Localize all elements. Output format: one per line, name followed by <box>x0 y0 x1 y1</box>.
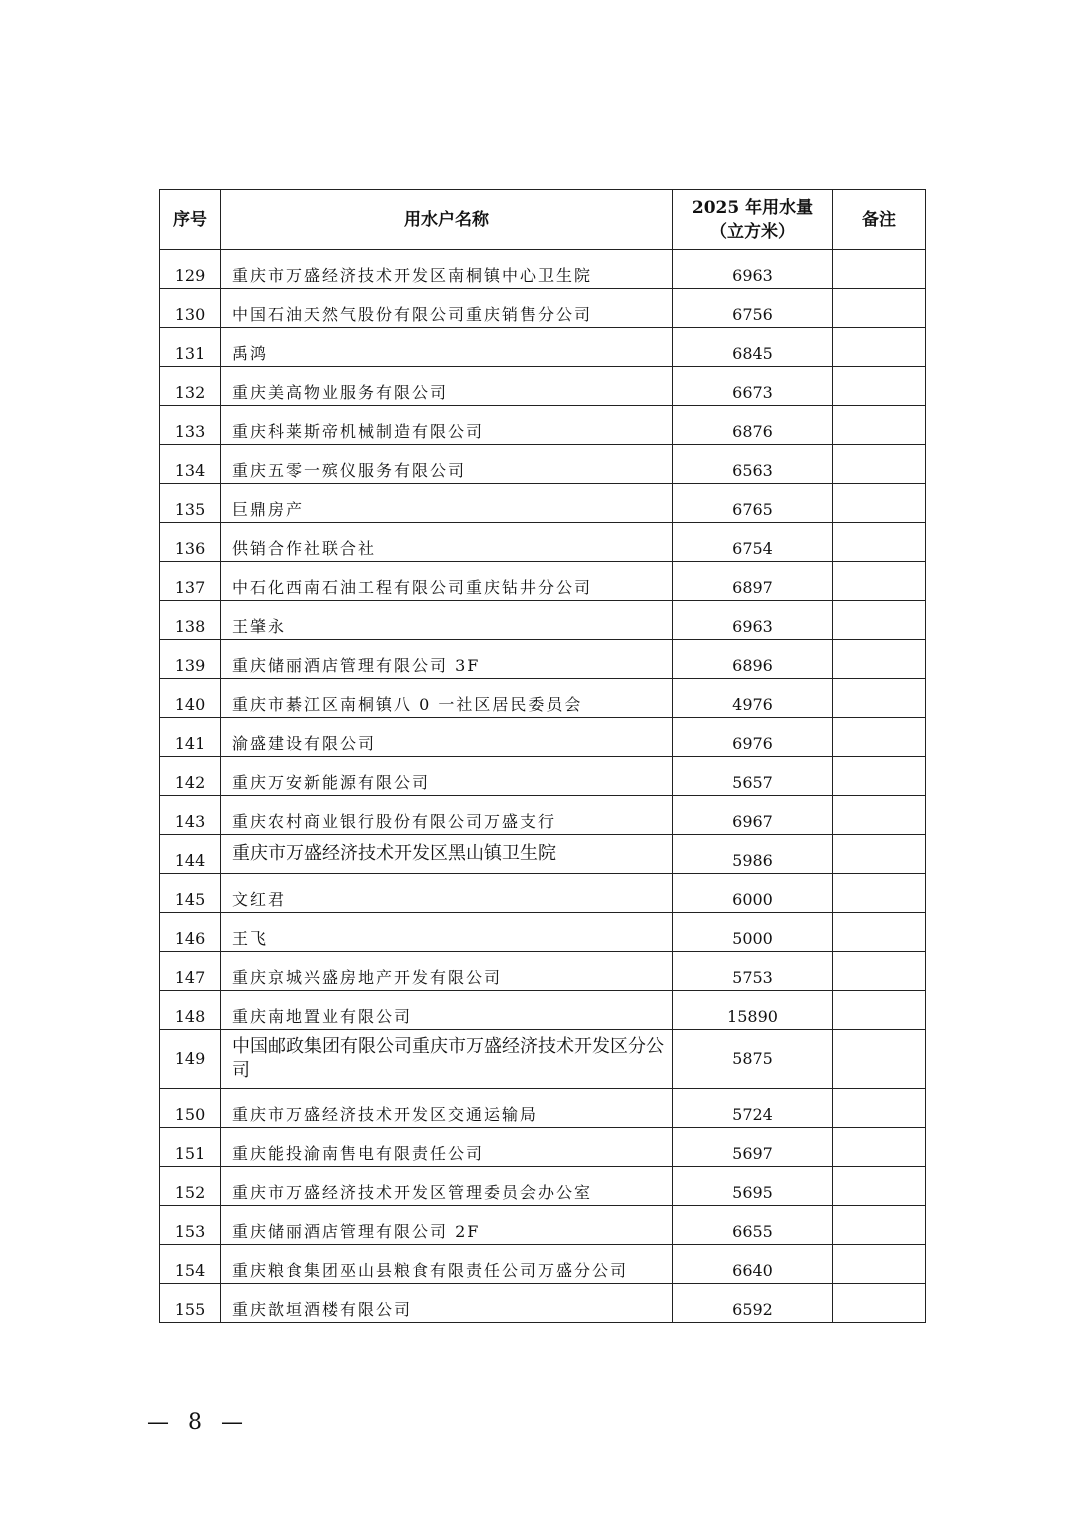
row-no-cell: 151 <box>160 1128 221 1167</box>
row-remark-cell <box>833 562 926 601</box>
row-volume-cell: 6655 <box>673 1206 833 1245</box>
row-no-cell: 155 <box>160 1284 221 1323</box>
row-remark-cell <box>833 1089 926 1128</box>
table-row <box>160 484 926 523</box>
row-no-cell: 148 <box>160 991 221 1030</box>
row-no-cell: 131 <box>160 328 221 367</box>
table-body <box>160 250 926 1323</box>
row-remark-cell <box>833 445 926 484</box>
table-row <box>160 1245 926 1284</box>
row-no-cell: 153 <box>160 1206 221 1245</box>
row-name-cell: 重庆粮食集团巫山县粮食有限责任公司万盛分公司 <box>221 1245 673 1284</box>
row-name-cell: 重庆市万盛经济技术开发区黑山镇卫生院 <box>221 835 673 874</box>
table-row <box>160 523 926 562</box>
row-no-cell: 141 <box>160 718 221 757</box>
row-name-cell: 巨鼎房产 <box>221 484 673 523</box>
row-volume-cell: 4976 <box>673 679 833 718</box>
row-volume-cell: 6000 <box>673 874 833 913</box>
row-remark-cell <box>833 1030 926 1089</box>
table-row <box>160 991 926 1030</box>
table-row <box>160 328 926 367</box>
row-volume-cell: 6756 <box>673 289 833 328</box>
row-remark-cell <box>833 991 926 1030</box>
row-volume-cell: 6976 <box>673 718 833 757</box>
row-volume-cell: 5697 <box>673 1128 833 1167</box>
table-row <box>160 1167 926 1206</box>
table-row <box>160 250 926 289</box>
row-remark-cell <box>833 913 926 952</box>
row-name-cell: 供销合作社联合社 <box>221 523 673 562</box>
row-no-cell: 144 <box>160 835 221 874</box>
row-remark-cell <box>833 1245 926 1284</box>
row-remark-cell <box>833 484 926 523</box>
row-name-cell: 王肇永 <box>221 601 673 640</box>
row-volume-cell: 6640 <box>673 1245 833 1284</box>
row-volume-cell: 5000 <box>673 913 833 952</box>
row-name-cell: 重庆市綦江区南桐镇八 0 一社区居民委员会 <box>221 679 673 718</box>
header-volume-line1: 2025 年用水量 <box>691 197 814 218</box>
row-name-cell: 渝盛建设有限公司 <box>221 718 673 757</box>
row-remark-cell <box>833 1128 926 1167</box>
header-remark: 备注 <box>833 190 926 250</box>
table-row <box>160 1206 926 1245</box>
table-header-row <box>160 190 926 250</box>
row-volume-cell: 6754 <box>673 523 833 562</box>
row-no-cell: 135 <box>160 484 221 523</box>
row-remark-cell <box>833 1167 926 1206</box>
row-volume-cell: 6897 <box>673 562 833 601</box>
table-row <box>160 913 926 952</box>
row-name-cell: 重庆市万盛经济技术开发区南桐镇中心卫生院 <box>221 250 673 289</box>
row-remark-cell <box>833 289 926 328</box>
row-volume-cell: 6563 <box>673 445 833 484</box>
row-name-cell: 重庆歆垣酒楼有限公司 <box>221 1284 673 1323</box>
row-name-cell: 重庆市万盛经济技术开发区交通运输局 <box>221 1089 673 1128</box>
row-no-cell: 142 <box>160 757 221 796</box>
row-name-cell: 禹鸿 <box>221 328 673 367</box>
row-volume-cell: 15890 <box>673 991 833 1030</box>
row-no-cell: 130 <box>160 289 221 328</box>
row-no-cell: 143 <box>160 796 221 835</box>
row-name-cell: 重庆储丽酒店管理有限公司 3F <box>221 640 673 679</box>
row-no-cell: 146 <box>160 913 221 952</box>
table-row <box>160 367 926 406</box>
row-no-cell: 149 <box>160 1030 221 1089</box>
table-row <box>160 1089 926 1128</box>
table-row <box>160 796 926 835</box>
row-volume-cell: 6963 <box>673 601 833 640</box>
row-name-cell: 中国石油天然气股份有限公司重庆销售分公司 <box>221 289 673 328</box>
row-name-cell: 重庆能投渝南售电有限责任公司 <box>221 1128 673 1167</box>
row-volume-cell: 6673 <box>673 367 833 406</box>
row-name-cell: 重庆美高物业服务有限公司 <box>221 367 673 406</box>
table-row <box>160 601 926 640</box>
row-remark-cell <box>833 874 926 913</box>
row-volume-cell: 5753 <box>673 952 833 991</box>
table-row <box>160 1284 926 1323</box>
row-name-cell: 王飞 <box>221 913 673 952</box>
row-volume-cell: 6592 <box>673 1284 833 1323</box>
table-row <box>160 718 926 757</box>
row-volume-cell: 6845 <box>673 328 833 367</box>
table-row <box>160 289 926 328</box>
row-remark-cell <box>833 523 926 562</box>
table-row <box>160 445 926 484</box>
row-no-cell: 138 <box>160 601 221 640</box>
row-remark-cell <box>833 718 926 757</box>
water-usage-table <box>159 189 926 1323</box>
row-volume-cell: 6765 <box>673 484 833 523</box>
row-name-cell: 中石化西南石油工程有限公司重庆钻井分公司 <box>221 562 673 601</box>
table-row <box>160 874 926 913</box>
row-volume-cell: 6963 <box>673 250 833 289</box>
table-row <box>160 835 926 874</box>
row-name-cell: 重庆农村商业银行股份有限公司万盛支行 <box>221 796 673 835</box>
row-no-cell: 132 <box>160 367 221 406</box>
row-no-cell: 139 <box>160 640 221 679</box>
header-volume-line2: （立方米） <box>710 221 795 242</box>
row-name-cell: 重庆京城兴盛房地产开发有限公司 <box>221 952 673 991</box>
row-no-cell: 136 <box>160 523 221 562</box>
row-name-cell: 重庆科莱斯帝机械制造有限公司 <box>221 406 673 445</box>
row-remark-cell <box>833 640 926 679</box>
row-remark-cell <box>833 250 926 289</box>
table-row <box>160 952 926 991</box>
row-volume-cell: 6896 <box>673 640 833 679</box>
row-name-cell: 重庆万安新能源有限公司 <box>221 757 673 796</box>
row-volume-cell: 6876 <box>673 406 833 445</box>
row-name-cell: 重庆五零一殡仪服务有限公司 <box>221 445 673 484</box>
water-usage-table-container <box>159 189 925 1323</box>
row-no-cell: 134 <box>160 445 221 484</box>
row-no-cell: 137 <box>160 562 221 601</box>
row-remark-cell <box>833 1206 926 1245</box>
row-volume-cell: 5724 <box>673 1089 833 1128</box>
row-no-cell: 150 <box>160 1089 221 1128</box>
row-no-cell: 147 <box>160 952 221 991</box>
row-remark-cell <box>833 796 926 835</box>
table-row <box>160 1030 926 1089</box>
row-remark-cell <box>833 757 926 796</box>
row-no-cell: 129 <box>160 250 221 289</box>
header-name: 用水户名称 <box>221 190 673 250</box>
row-no-cell: 133 <box>160 406 221 445</box>
page-number: — 8 — <box>147 1410 249 1435</box>
row-remark-cell <box>833 406 926 445</box>
row-name-cell: 中国邮政集团有限公司重庆市万盛经济技术开发区分公司 <box>221 1030 673 1089</box>
table-row <box>160 406 926 445</box>
row-name-cell: 重庆储丽酒店管理有限公司 2F <box>221 1206 673 1245</box>
table-row <box>160 757 926 796</box>
row-name-cell: 文红君 <box>221 874 673 913</box>
row-volume-cell: 5875 <box>673 1030 833 1089</box>
table-row <box>160 1128 926 1167</box>
header-volume <box>673 190 833 250</box>
row-remark-cell <box>833 679 926 718</box>
table-row <box>160 640 926 679</box>
row-remark-cell <box>833 1284 926 1323</box>
row-remark-cell <box>833 601 926 640</box>
row-volume-cell: 5657 <box>673 757 833 796</box>
row-remark-cell <box>833 367 926 406</box>
row-no-cell: 140 <box>160 679 221 718</box>
table-row <box>160 679 926 718</box>
row-no-cell: 152 <box>160 1167 221 1206</box>
row-remark-cell <box>833 328 926 367</box>
table-row <box>160 562 926 601</box>
row-no-cell: 145 <box>160 874 221 913</box>
row-volume-cell: 6967 <box>673 796 833 835</box>
row-remark-cell <box>833 835 926 874</box>
header-no: 序号 <box>160 190 221 250</box>
row-name-cell: 重庆市万盛经济技术开发区管理委员会办公室 <box>221 1167 673 1206</box>
row-no-cell: 154 <box>160 1245 221 1284</box>
row-remark-cell <box>833 952 926 991</box>
row-volume-cell: 5695 <box>673 1167 833 1206</box>
row-name-cell: 重庆南地置业有限公司 <box>221 991 673 1030</box>
row-volume-cell: 5986 <box>673 835 833 874</box>
